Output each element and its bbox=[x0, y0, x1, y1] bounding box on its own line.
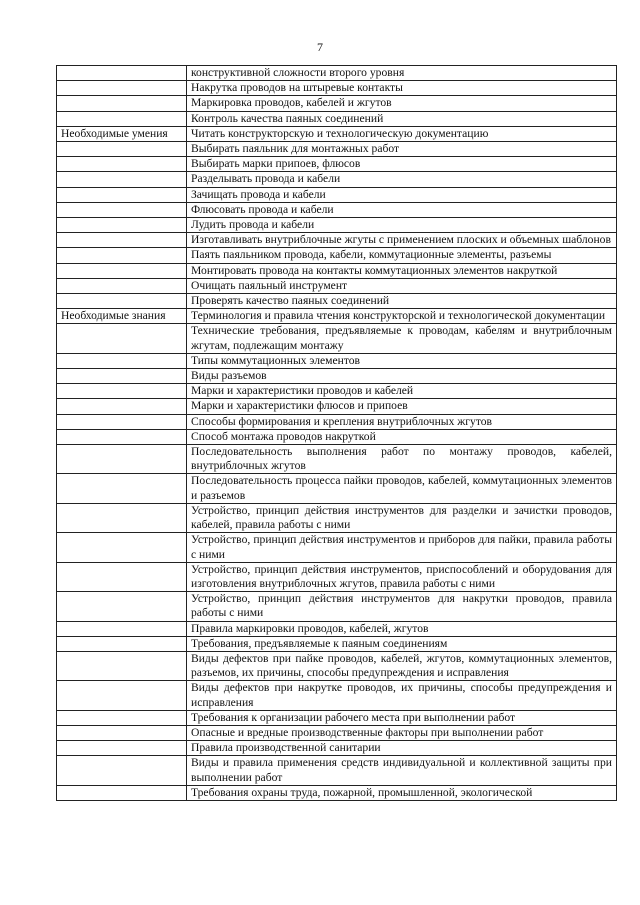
table-row bbox=[57, 369, 617, 384]
requirement-item: Читать конструкторскую и технологическую документацию bbox=[187, 126, 617, 141]
requirement-item: Способы формирования и крепления внутриблочных жгутов bbox=[187, 414, 617, 429]
requirement-item: Разделывать провода и кабели bbox=[187, 172, 617, 187]
requirement-item: Способ монтажа проводов накруткой bbox=[187, 429, 617, 444]
table-row bbox=[57, 309, 617, 324]
requirement-item: Устройство, принцип действия инструментов, приспособлений и оборудования для изготовления внутриблочных жгутов, правила работы с ними bbox=[187, 562, 617, 591]
table-row bbox=[57, 681, 617, 710]
section-label-cell bbox=[57, 533, 187, 562]
table-row bbox=[57, 741, 617, 756]
requirement-item: Накрутка проводов на штыревые контакты bbox=[187, 81, 617, 96]
table-row bbox=[57, 710, 617, 725]
table-row bbox=[57, 592, 617, 621]
section-label-cell bbox=[57, 263, 187, 278]
table-row bbox=[57, 263, 617, 278]
table-row bbox=[57, 562, 617, 591]
table-row bbox=[57, 725, 617, 740]
table-row bbox=[57, 278, 617, 293]
section-label-cell bbox=[57, 445, 187, 474]
table-row bbox=[57, 202, 617, 217]
section-label-cell bbox=[57, 636, 187, 651]
requirement-item: Зачищать провода и кабели bbox=[187, 187, 617, 202]
requirement-item: Правила маркировки проводов, кабелей, жгутов bbox=[187, 621, 617, 636]
section-label-cell bbox=[57, 233, 187, 248]
requirement-item: Изготавливать внутриблочные жгуты с применением плоских и объемных шаблонов bbox=[187, 233, 617, 248]
table-row bbox=[57, 651, 617, 680]
requirement-item: Виды и правила применения средств индивидуальной и коллективной защиты при выполнении работ bbox=[187, 756, 617, 785]
requirement-item: Устройство, принцип действия инструментов и приборов для пайки, правила работы с ними bbox=[187, 533, 617, 562]
table-row bbox=[57, 621, 617, 636]
section-label-cell bbox=[57, 218, 187, 233]
section-label-cell bbox=[57, 651, 187, 680]
section-label-cell bbox=[57, 172, 187, 187]
section-label-cell bbox=[57, 503, 187, 532]
section-label-cell bbox=[57, 756, 187, 785]
table-row bbox=[57, 248, 617, 263]
section-label-cell bbox=[57, 399, 187, 414]
requirement-item: Последовательность процесса пайки проводов, кабелей, коммутационных элементов и разъемов bbox=[187, 474, 617, 503]
requirement-item: Проверять качество паяных соединений bbox=[187, 294, 617, 309]
section-label-cell bbox=[57, 474, 187, 503]
section-label-cell: Необходимые умения bbox=[57, 126, 187, 141]
section-label-cell bbox=[57, 294, 187, 309]
section-label-cell bbox=[57, 157, 187, 172]
table-row bbox=[57, 233, 617, 248]
section-label-cell bbox=[57, 369, 187, 384]
section-label-cell bbox=[57, 248, 187, 263]
table-row bbox=[57, 353, 617, 368]
section-label-cell bbox=[57, 681, 187, 710]
section-label-cell bbox=[57, 96, 187, 111]
requirement-item: Флюсовать провода и кабели bbox=[187, 202, 617, 217]
section-label-cell bbox=[57, 384, 187, 399]
section-label-cell bbox=[57, 142, 187, 157]
requirements-table-body bbox=[57, 66, 617, 801]
section-label-cell bbox=[57, 429, 187, 444]
requirement-item: Терминология и правила чтения конструкторской и технологической документации bbox=[187, 309, 617, 324]
requirement-item: Последовательность выполнения работ по монтажу проводов, кабелей, внутриблочных жгутов bbox=[187, 445, 617, 474]
table-row bbox=[57, 324, 617, 353]
table-row bbox=[57, 445, 617, 474]
table-row bbox=[57, 399, 617, 414]
requirements-table bbox=[56, 65, 617, 801]
table-row bbox=[57, 533, 617, 562]
section-label-cell: Необходимые знания bbox=[57, 309, 187, 324]
section-label-cell bbox=[57, 725, 187, 740]
table-row bbox=[57, 66, 617, 81]
table-row bbox=[57, 474, 617, 503]
section-label-cell bbox=[57, 785, 187, 800]
requirement-item: Монтировать провода на контакты коммутационных элементов накруткой bbox=[187, 263, 617, 278]
table-row bbox=[57, 172, 617, 187]
requirement-item: Типы коммутационных элементов bbox=[187, 353, 617, 368]
table-row bbox=[57, 96, 617, 111]
section-label-cell bbox=[57, 81, 187, 96]
table-row bbox=[57, 384, 617, 399]
section-label-cell bbox=[57, 111, 187, 126]
section-label-cell bbox=[57, 414, 187, 429]
requirement-item: Требования, предъявляемые к паяным соединениям bbox=[187, 636, 617, 651]
requirement-item: Требования к организации рабочего места при выполнении работ bbox=[187, 710, 617, 725]
table-row bbox=[57, 503, 617, 532]
requirement-item: Выбирать марки припоев, флюсов bbox=[187, 157, 617, 172]
table-row bbox=[57, 157, 617, 172]
section-label-cell bbox=[57, 202, 187, 217]
requirement-item: Устройство, принцип действия инструментов для разделки и зачистки проводов, кабелей, правила работы с ними bbox=[187, 503, 617, 532]
section-label-cell bbox=[57, 353, 187, 368]
requirement-item: Лудить провода и кабели bbox=[187, 218, 617, 233]
requirement-item: Марки и характеристики проводов и кабелей bbox=[187, 384, 617, 399]
table-row bbox=[57, 111, 617, 126]
section-label-cell bbox=[57, 621, 187, 636]
page-number: 7 bbox=[317, 40, 323, 54]
section-label-cell bbox=[57, 562, 187, 591]
table-row bbox=[57, 142, 617, 157]
requirement-item: Очищать паяльный инструмент bbox=[187, 278, 617, 293]
section-label-cell bbox=[57, 710, 187, 725]
section-label-cell bbox=[57, 187, 187, 202]
table-row bbox=[57, 636, 617, 651]
requirement-item: Виды дефектов при накрутке проводов, их причины, способы предупреждения и исправления bbox=[187, 681, 617, 710]
section-label-cell bbox=[57, 278, 187, 293]
requirement-item: конструктивной сложности второго уровня bbox=[187, 66, 617, 81]
requirement-item: Правила производственной санитарии bbox=[187, 741, 617, 756]
section-label-cell bbox=[57, 741, 187, 756]
requirement-item: Технические требования, предъявляемые к проводам, кабелям и внутриблочным жгутам, подлежащим монтажу bbox=[187, 324, 617, 353]
requirement-item: Виды разъемов bbox=[187, 369, 617, 384]
requirement-item: Марки и характеристики флюсов и припоев bbox=[187, 399, 617, 414]
table-row bbox=[57, 126, 617, 141]
requirement-item: Выбирать паяльник для монтажных работ bbox=[187, 142, 617, 157]
requirement-item: Виды дефектов при пайке проводов, кабелей, жгутов, коммутационных элементов, разъемов, их причины, способы предупреждения и исправления bbox=[187, 651, 617, 680]
table-row bbox=[57, 81, 617, 96]
requirement-item: Контроль качества паяных соединений bbox=[187, 111, 617, 126]
requirement-item: Паять паяльником провода, кабели, коммутационные элементы, разъемы bbox=[187, 248, 617, 263]
table-row bbox=[57, 756, 617, 785]
requirement-item: Маркировка проводов, кабелей и жгутов bbox=[187, 96, 617, 111]
table-row bbox=[57, 414, 617, 429]
requirement-item: Опасные и вредные производственные факторы при выполнении работ bbox=[187, 725, 617, 740]
table-row bbox=[57, 429, 617, 444]
table-row bbox=[57, 187, 617, 202]
table-row bbox=[57, 218, 617, 233]
section-label-cell bbox=[57, 592, 187, 621]
requirement-item: Устройство, принцип действия инструментов для накрутки проводов, правила работы с ними bbox=[187, 592, 617, 621]
section-label-cell bbox=[57, 66, 187, 81]
table-row bbox=[57, 785, 617, 800]
requirement-item: Требования охраны труда, пожарной, промышленной, экологической bbox=[187, 785, 617, 800]
table-row bbox=[57, 294, 617, 309]
section-label-cell bbox=[57, 324, 187, 353]
